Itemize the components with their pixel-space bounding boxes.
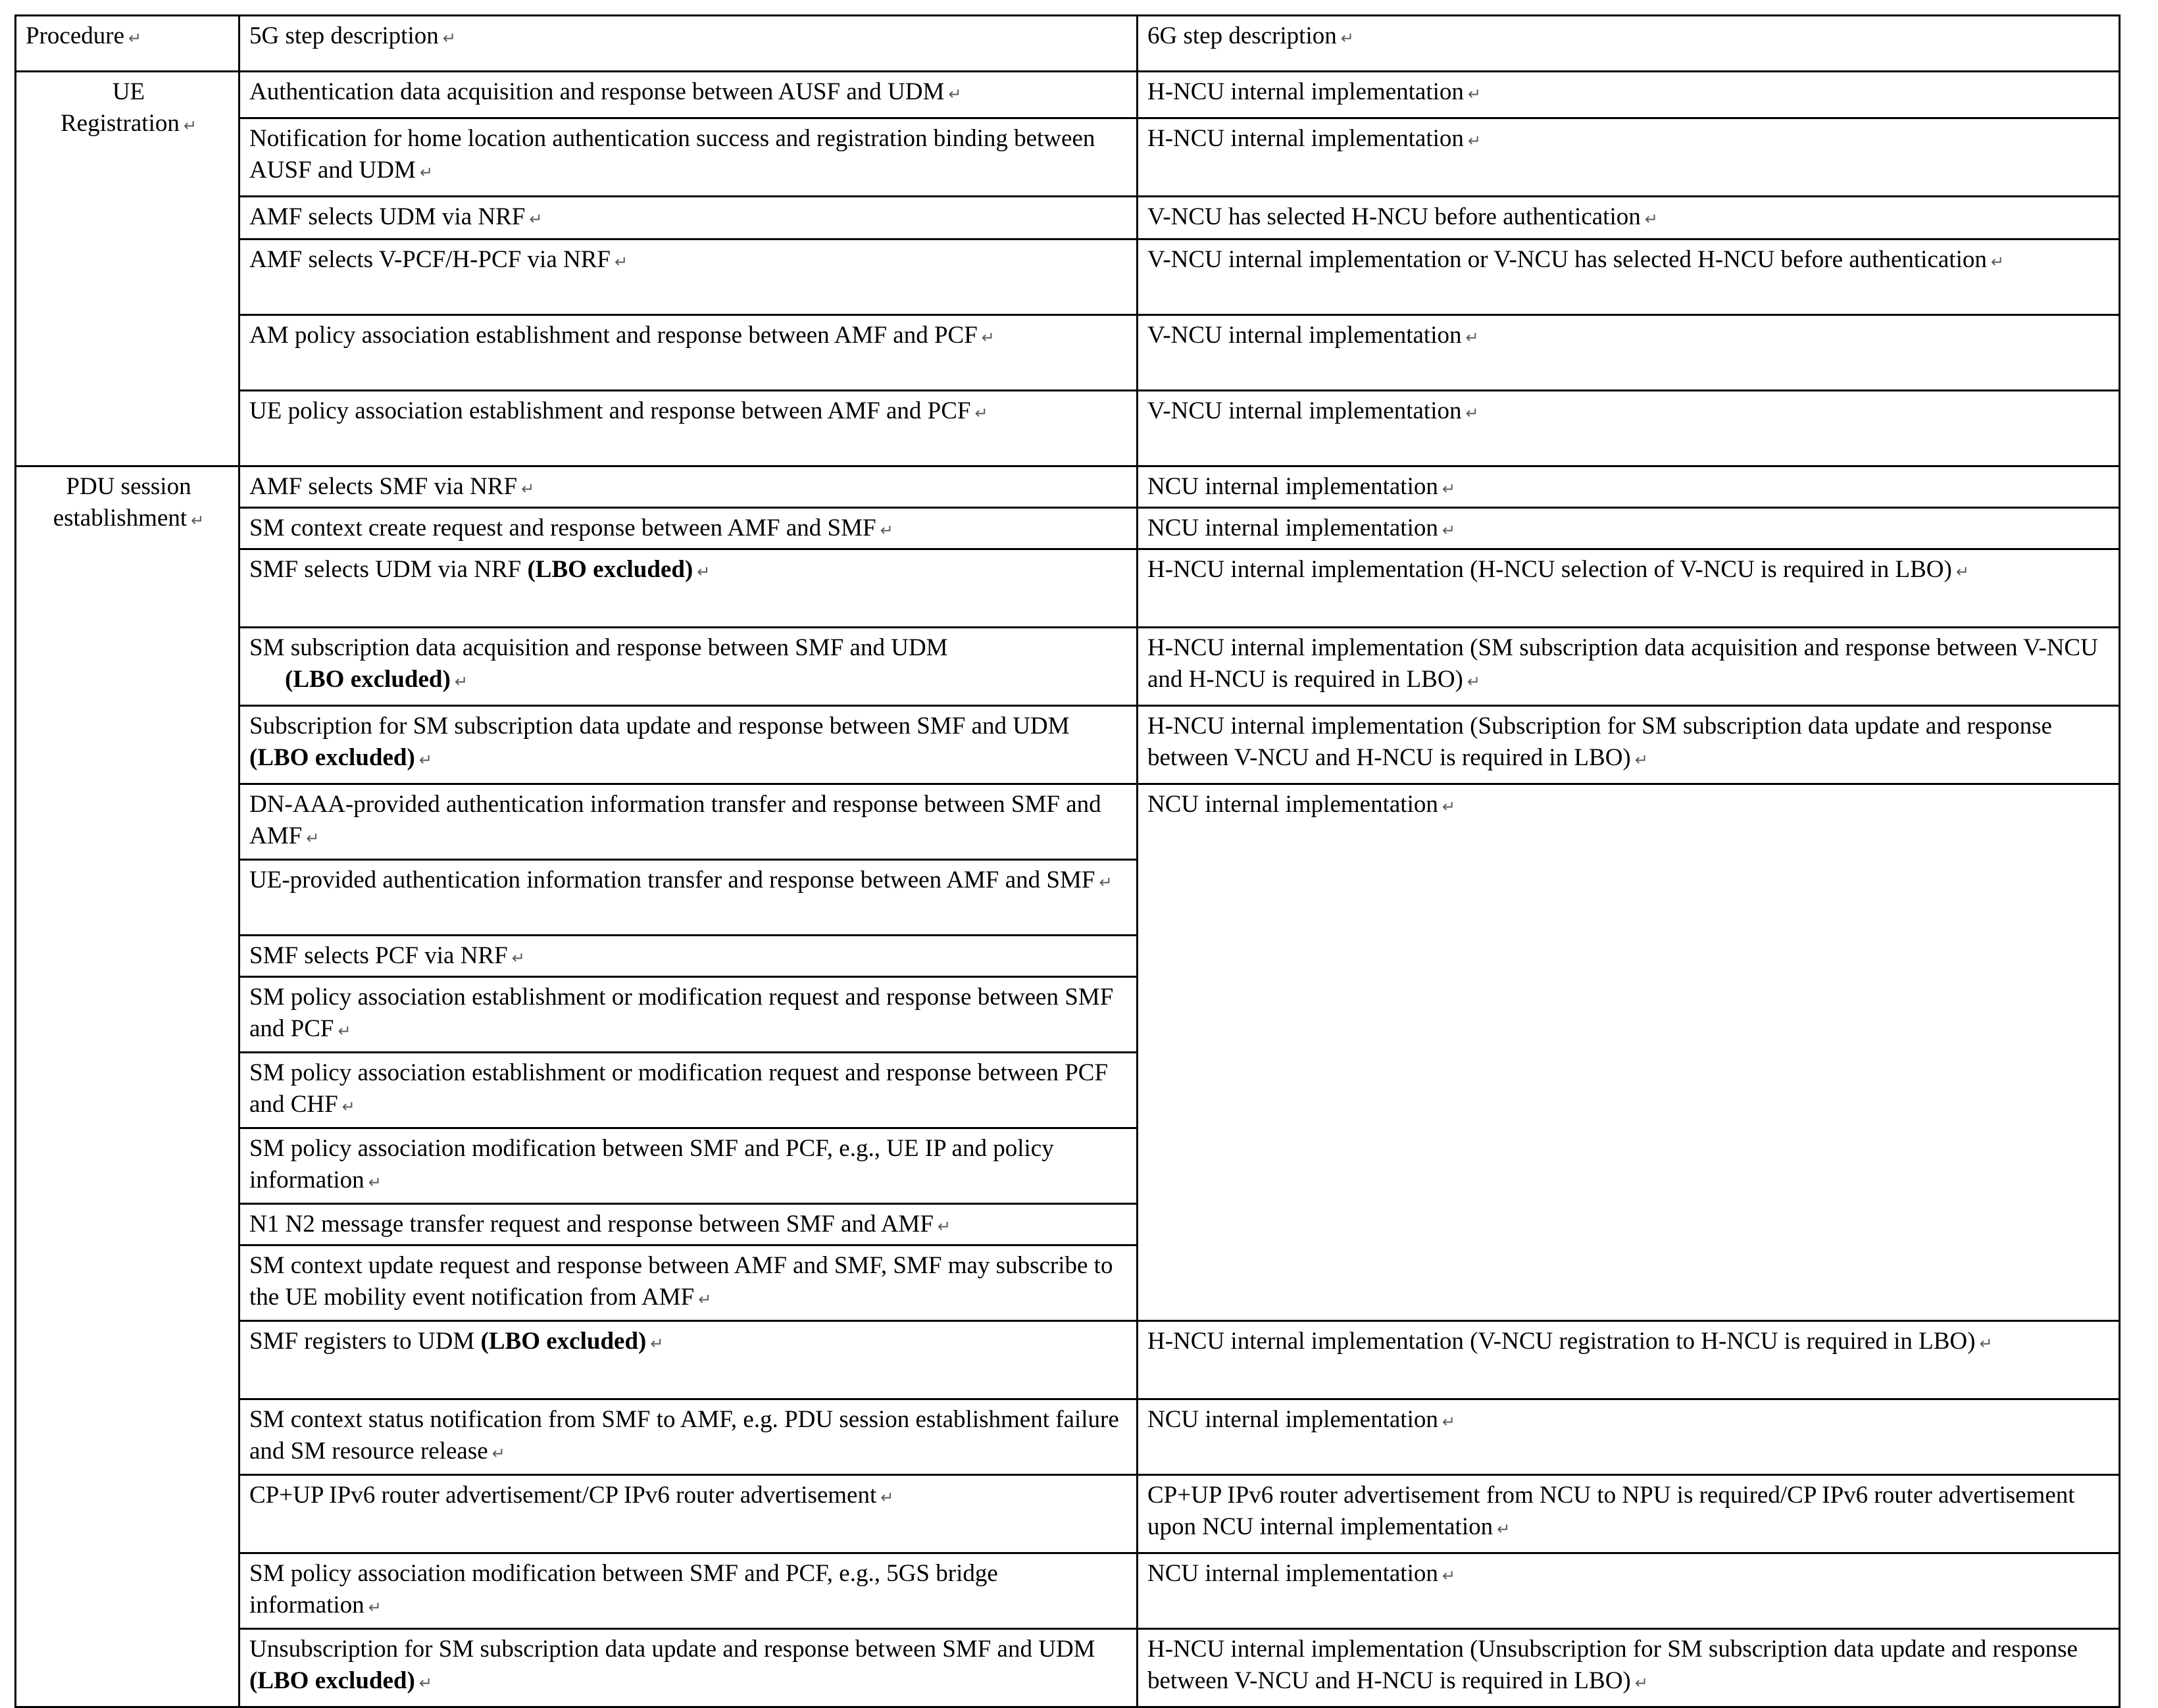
lbo-excluded-emphasis: (LBO excluded) (249, 744, 415, 772)
pilcrow-icon: ↵ (1497, 1520, 1511, 1539)
cell-6g-step: H-NCU internal implementation ↵ (1138, 72, 2120, 118)
pilcrow-icon: ↵ (511, 949, 525, 968)
table-row (16, 197, 2120, 239)
cell-5g-step: SM context status notification from SMF to AMF, e.g. PDU session establishment failure and SM resource release ↵ (239, 1399, 1138, 1475)
cell-5g-step: SMF selects UDM via NRF (LBO excluded) ↵ (239, 549, 1138, 628)
table-row (16, 508, 2120, 549)
cell-6g-step: V-NCU internal implementation ↵ (1138, 391, 2120, 466)
cell-6g-step: H-NCU internal implementation (Subscription for SM subscription data update and response between V-NCU and H-NCU is required in LBO) ↵ (1138, 706, 2120, 784)
lbo-excluded-emphasis: (LBO excluded) (480, 1328, 647, 1355)
section-label-line: Registration ↵ (61, 110, 197, 138)
cell-5g-step: UE policy association establishment and response between AMF and PCF ↵ (239, 391, 1138, 466)
table-row (16, 239, 2120, 315)
cell-5g-step: SM policy association modification between SMF and PCF, e.g., 5GS bridge information ↵ (239, 1553, 1138, 1629)
table-row (16, 1321, 2120, 1399)
pilcrow-icon: ↵ (974, 405, 988, 422)
cell-6g-step: NCU internal implementation ↵ (1138, 1399, 2120, 1475)
pilcrow-icon: ↵ (454, 673, 468, 691)
cell-5g-step: Authentication data acquisition and response between AUSF and UDM ↵ (239, 72, 1138, 118)
pilcrow-icon: ↵ (1442, 1567, 1455, 1586)
table-row (16, 628, 2120, 706)
pilcrow-icon: ↵ (1467, 86, 1482, 103)
cell-5g-step: SMF registers to UDM (LBO excluded) ↵ (239, 1321, 1138, 1399)
section-label-line: UE (112, 78, 145, 105)
pilcrow-icon: ↵ (1990, 253, 2004, 271)
table-header-row (16, 16, 2120, 72)
cell-6g-step: H-NCU internal implementation (H-NCU selection of V-NCU is required in LBO) ↵ (1138, 549, 2120, 628)
pilcrow-icon: ↵ (183, 117, 197, 136)
pilcrow-icon: ↵ (1467, 132, 1482, 150)
cell-5g-step: UE-provided authentication information transfer and response between AMF and SMF ↵ (239, 860, 1138, 936)
cell-5g-step: SM context create request and response between AMF and SMF ↵ (239, 508, 1138, 549)
pilcrow-icon: ↵ (1955, 563, 1969, 582)
header-cell-procedure (16, 16, 239, 72)
table-row (16, 549, 2120, 628)
cell-5g-step: Subscription for SM subscription data update and response between SMF and UDM (LBO excluded) ↵ (239, 706, 1138, 784)
table-row (16, 466, 2120, 508)
header-cell-5g (239, 16, 1138, 72)
cell-5g-step: SM policy association establishment or modification request and response between SMF and PCF ↵ (239, 977, 1138, 1053)
table-row (16, 118, 2120, 197)
table-row (16, 391, 2120, 466)
cell-6g-step: CP+UP IPv6 router advertisement from NCU to NPU is required/CP IPv6 router advertisement upon NCU internal implementation ↵ (1138, 1475, 2120, 1553)
pilcrow-icon: ↵ (521, 480, 535, 498)
cell-6g-step: V-NCU has selected H-NCU before authentication ↵ (1138, 197, 2120, 239)
cell-5g-step: AMF selects V-PCF/H-PCF via NRF ↵ (239, 239, 1138, 315)
cell-5g-step: N1 N2 message transfer request and response between SMF and AMF ↵ (239, 1204, 1138, 1245)
pilcrow-icon: ↵ (341, 1098, 355, 1117)
pilcrow-icon: ↵ (418, 751, 432, 770)
pilcrow-icon: ↵ (1099, 874, 1113, 892)
lbo-excluded-emphasis: (LBO excluded) (285, 666, 451, 693)
pilcrow-icon: ↵ (1340, 30, 1354, 47)
table-row (16, 706, 2120, 784)
pilcrow-icon: ↵ (1634, 1674, 1648, 1693)
cell-6g-step: H-NCU internal implementation (Unsubscription for SM subscription data update and response between V-NCU and H-NCU is required in LBO) ↵ (1138, 1629, 2120, 1707)
cell-6g-step: V-NCU internal implementation or V-NCU has selected H-NCU before authentication ↵ (1138, 239, 2120, 315)
cell-5g-step: AMF selects SMF via NRF ↵ (239, 466, 1138, 508)
cell-5g-step: AMF selects UDM via NRF ↵ (239, 197, 1138, 239)
cell-5g-step: AM policy association establishment and response between AMF and PCF ↵ (239, 315, 1138, 391)
table-row (16, 1629, 2120, 1707)
cell-5g-step: SM policy association establishment or modification request and response between PCF and CHF ↵ (239, 1053, 1138, 1128)
table-row (16, 1553, 2120, 1629)
header-label-6g: 6G step description (1147, 22, 1337, 49)
pilcrow-icon: ↵ (1442, 480, 1455, 498)
header-label-procedure: Procedure (26, 22, 124, 49)
pilcrow-icon: ↵ (1644, 211, 1658, 228)
pilcrow-icon: ↵ (880, 522, 893, 540)
cell-5g-step: SM policy association modification between SMF and PCF, e.g., UE IP and policy information ↵ (239, 1128, 1138, 1204)
header-cell-6g (1138, 16, 2120, 72)
pilcrow-icon: ↵ (937, 1218, 951, 1236)
lbo-excluded-emphasis: (LBO excluded) (249, 1667, 415, 1695)
cell-6g-step: NCU internal implementation ↵ (1138, 1553, 2120, 1629)
table-row (16, 1475, 2120, 1553)
pilcrow-icon: ↵ (948, 86, 962, 103)
lbo-excluded-emphasis: (LBO excluded) (527, 556, 693, 584)
cell-6g-step: H-NCU internal implementation (V-NCU registration to H-NCU is required in LBO) ↵ (1138, 1321, 2120, 1399)
cell-6g-step-merged: NCU internal implementation ↵ (1138, 784, 2120, 1321)
cell-5g-step: Notification for home location authentication success and registration binding between AUSF and UDM ↵ (239, 118, 1138, 197)
pilcrow-icon: ↵ (442, 30, 456, 47)
pilcrow-icon: ↵ (306, 830, 320, 848)
pilcrow-icon: ↵ (128, 30, 142, 47)
pilcrow-icon: ↵ (491, 1445, 505, 1463)
pilcrow-icon: ↵ (1634, 751, 1648, 770)
pilcrow-icon: ↵ (1979, 1335, 1993, 1353)
pilcrow-icon: ↵ (419, 164, 433, 182)
cell-6g-step: V-NCU internal implementation ↵ (1138, 315, 2120, 391)
pilcrow-icon: ↵ (1442, 1413, 1455, 1432)
pilcrow-icon: ↵ (1442, 798, 1455, 816)
cell-5g-step: SMF selects PCF via NRF ↵ (239, 936, 1138, 977)
pilcrow-icon: ↵ (1442, 522, 1455, 540)
cell-6g-step: NCU internal implementation ↵ (1138, 466, 2120, 508)
section-label-ue-registration (16, 72, 239, 466)
pilcrow-icon: ↵ (1465, 329, 1479, 347)
pilcrow-icon: ↵ (880, 1489, 894, 1507)
pilcrow-icon: ↵ (368, 1174, 382, 1192)
table-row (16, 784, 2120, 860)
cell-5g-step: Unsubscription for SM subscription data update and response between SMF and UDM (LBO excluded) ↵ (239, 1629, 1138, 1707)
header-label-5g: 5G step description (249, 22, 439, 49)
pilcrow-icon: ↵ (1467, 673, 1480, 691)
pilcrow-icon: ↵ (191, 512, 205, 530)
cell-6g-step: H-NCU internal implementation ↵ (1138, 118, 2120, 197)
cell-5g-step: SM subscription data acquisition and response between SMF and UDM (LBO excluded) ↵ (239, 628, 1138, 706)
cell-5g-step: CP+UP IPv6 router advertisement/CP IPv6 router advertisement ↵ (239, 1475, 1138, 1553)
cell-6g-step: H-NCU internal implementation (SM subscription data acquisition and response between V-NCU and H-NCU is required in LBO) ↵ (1138, 628, 2120, 706)
section-label-line: PDU session (66, 473, 191, 500)
table-row (16, 1399, 2120, 1475)
pilcrow-icon: ↵ (650, 1335, 664, 1353)
section-label-pdu-session-establishment (16, 466, 239, 1707)
pilcrow-icon: ↵ (697, 563, 711, 582)
pilcrow-icon: ↵ (1465, 405, 1479, 422)
pilcrow-icon: ↵ (614, 253, 628, 271)
cell-5g-step: DN-AAA-provided authentication information transfer and response between SMF and AMF ↵ (239, 784, 1138, 860)
section-label-line: establishment ↵ (53, 505, 205, 532)
cell-6g-step: NCU internal implementation ↵ (1138, 508, 2120, 549)
pilcrow-icon: ↵ (981, 329, 995, 347)
pilcrow-icon: ↵ (698, 1291, 712, 1309)
pilcrow-icon: ↵ (368, 1599, 382, 1617)
pilcrow-icon: ↵ (529, 211, 543, 228)
pilcrow-icon: ↵ (418, 1674, 432, 1693)
pilcrow-icon: ↵ (338, 1022, 351, 1041)
procedure-mapping-table (14, 14, 2120, 1708)
table-row (16, 72, 2120, 118)
table-row (16, 315, 2120, 391)
cell-5g-step: SM context update request and response between AMF and SMF, SMF may subscribe to the UE mobility event notification from AMF ↵ (239, 1245, 1138, 1321)
